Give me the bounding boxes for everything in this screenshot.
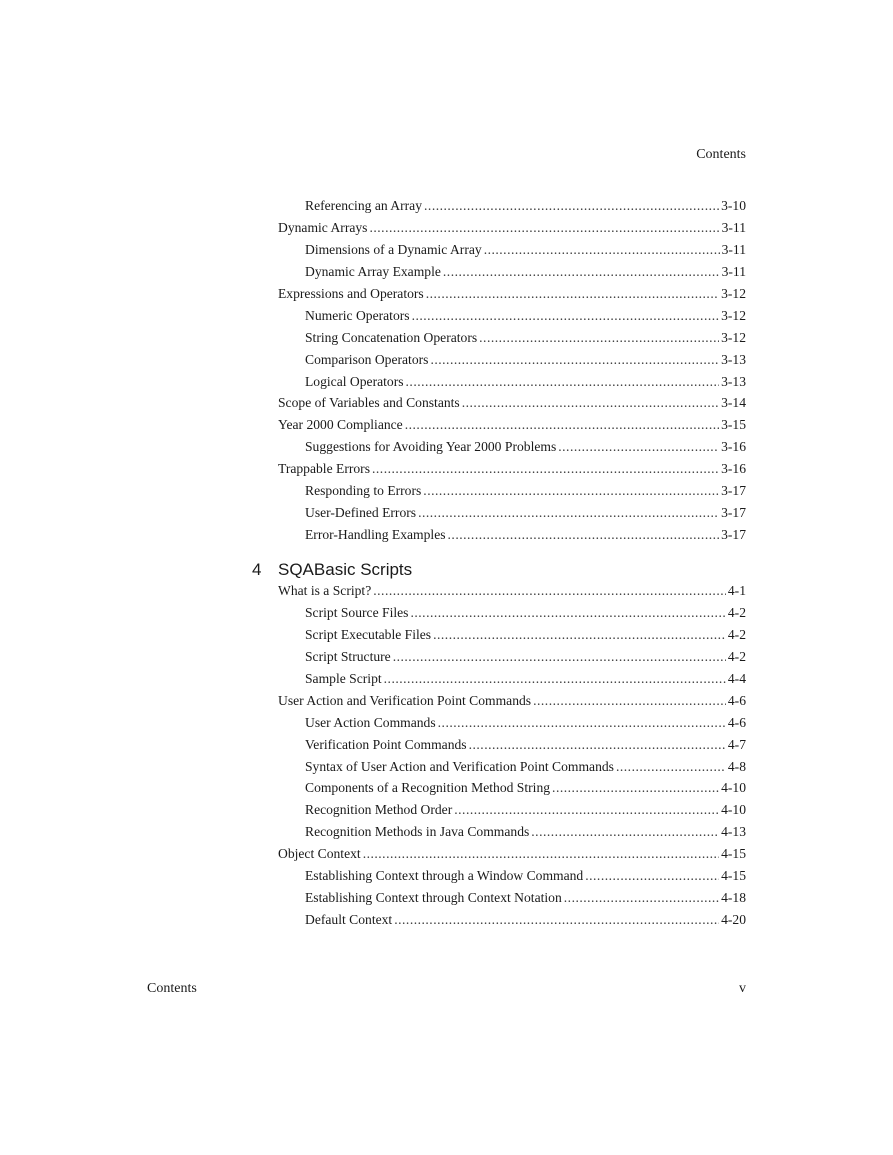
toc-entry-page: 4-6 [727, 692, 746, 708]
toc-entry-title: Responding to Errors [305, 483, 422, 499]
toc-entry[interactable] [278, 461, 746, 483]
toc-entry-title: Trappable Errors [278, 461, 370, 477]
chapter-number: 4 [252, 560, 262, 579]
toc-entry-title: Script Source Files [305, 604, 409, 620]
toc-entry-title: User Action and Verification Point Commands [278, 692, 532, 708]
dot-leader [372, 461, 719, 477]
toc-entry[interactable] [278, 417, 746, 439]
toc-entry-page: 4-10 [721, 780, 746, 796]
toc-entry[interactable] [278, 308, 746, 330]
dot-leader [369, 220, 719, 236]
toc-entry-page: 3-12 [721, 307, 746, 323]
toc-entry-page: 4-13 [721, 824, 746, 840]
toc-entry-title: Recognition Method Order [305, 802, 453, 818]
toc-entry-page: 3-10 [721, 198, 746, 213]
dot-leader [585, 868, 719, 884]
toc-entry-page: 4-18 [721, 890, 746, 906]
dot-leader [443, 264, 720, 280]
toc-entry-page: 3-13 [721, 351, 746, 367]
toc-entry-page: 4-6 [727, 714, 746, 730]
toc-entry-title: User Action Commands [305, 714, 436, 730]
toc-entry-title: Numeric Operators [305, 307, 410, 323]
chapter-title: SQABasic Scripts [278, 560, 413, 579]
toc-entry[interactable] [278, 439, 746, 461]
toc-entry[interactable] [278, 505, 746, 527]
toc-entry-title: Object Context [278, 846, 361, 862]
dot-leader [412, 308, 720, 324]
dot-leader [533, 693, 726, 709]
toc-entry-title: Dynamic Arrays [278, 219, 368, 235]
toc-entry-title: Expressions and Operators [278, 285, 424, 301]
toc-entry-page: 4-2 [727, 648, 746, 664]
toc-entry-page: 4-1 [727, 583, 746, 598]
toc-entry-title: Script Structure [305, 648, 391, 664]
dot-leader [564, 890, 719, 906]
toc-entry-page: 4-8 [727, 758, 746, 774]
toc-entry-title: What is a Script? [278, 583, 372, 598]
toc-entry-page: 4-15 [721, 846, 746, 862]
toc-entry-page: 3-13 [721, 373, 746, 389]
toc-entry[interactable] [278, 912, 746, 934]
toc-entry-title: String Concatenation Operators [305, 329, 478, 345]
footer-section-title: Contents [147, 981, 197, 996]
toc-entry-title: Sample Script [305, 670, 382, 686]
dot-leader [405, 417, 719, 433]
dot-leader [433, 627, 726, 643]
toc-entry-title: Default Context [305, 912, 393, 928]
toc-entry-page: 4-10 [721, 802, 746, 818]
toc-entry[interactable] [278, 802, 746, 824]
toc-entry-title: Recognition Methods in Java Commands [305, 824, 530, 840]
toc-entry-page: 3-11 [721, 219, 746, 235]
toc-entry-title: Suggestions for Avoiding Year 2000 Problems [305, 439, 557, 455]
toc-entry-page: 3-17 [721, 483, 746, 499]
toc-entry-page: 4-2 [727, 626, 746, 642]
running-header: Contents [696, 147, 746, 162]
toc-entry[interactable] [278, 890, 746, 912]
toc-entry[interactable] [278, 242, 746, 264]
toc-entry-title: Comparison Operators [305, 351, 429, 367]
dot-leader [430, 352, 719, 368]
toc-entry[interactable] [278, 330, 746, 352]
dot-leader [448, 527, 720, 543]
toc-entry[interactable] [278, 583, 746, 605]
toc-entry-page: 3-17 [721, 527, 746, 543]
toc-entry-title: Establishing Context through Context Notation [305, 890, 562, 906]
toc-entry-page: 3-12 [721, 285, 746, 301]
dot-leader [558, 439, 719, 455]
dot-leader [373, 583, 726, 599]
dot-leader [418, 505, 719, 521]
dot-leader [531, 824, 719, 840]
toc-entry[interactable] [278, 605, 746, 627]
dot-leader [462, 395, 719, 411]
dot-leader [384, 671, 726, 687]
dot-leader [393, 649, 726, 665]
toc-entry[interactable] [278, 759, 746, 781]
toc-entry-title: Syntax of User Action and Verification Point Commands [305, 758, 614, 774]
toc-entry[interactable] [278, 483, 746, 505]
toc-entry[interactable] [278, 649, 746, 671]
toc-entry-page: 3-17 [721, 505, 746, 521]
toc-entry-page: 3-12 [721, 329, 746, 345]
toc-entry[interactable] [278, 198, 746, 220]
toc-entry-page: 3-16 [721, 439, 746, 455]
toc-entry[interactable] [278, 286, 746, 308]
toc-entry-title: Components of a Recognition Method String [305, 780, 551, 796]
toc-entry[interactable] [278, 671, 746, 693]
toc-entry-page: 4-15 [721, 868, 746, 884]
toc-entry-page: 3-11 [721, 241, 746, 257]
toc-entry[interactable] [278, 780, 746, 802]
toc-entry-page: 4-4 [727, 670, 746, 686]
toc-entry[interactable] [278, 868, 746, 890]
toc-entry-title: Verification Point Commands [305, 736, 467, 752]
dot-leader [616, 759, 726, 775]
dot-leader [426, 286, 719, 302]
toc-entry[interactable] [278, 352, 746, 374]
toc-entry-page: 3-15 [721, 417, 746, 433]
toc-entry[interactable] [278, 693, 746, 715]
chapter-heading[interactable] [252, 549, 746, 583]
dot-leader [438, 715, 726, 731]
dot-leader [424, 198, 719, 214]
dot-leader [484, 242, 720, 258]
dot-leader [423, 483, 719, 499]
toc-entry-title: Logical Operators [305, 373, 404, 389]
toc-entry-page: 4-7 [727, 736, 746, 752]
dot-leader [469, 737, 726, 753]
toc-entry-title: Dimensions of a Dynamic Array [305, 241, 482, 257]
toc-entry[interactable] [278, 846, 746, 868]
toc-entry[interactable] [278, 220, 746, 242]
toc-entry[interactable] [278, 824, 746, 846]
toc-entry-title: Script Executable Files [305, 626, 432, 642]
table-of-contents [252, 198, 746, 934]
toc-entry-page: 3-16 [721, 461, 746, 477]
toc-entry[interactable] [278, 737, 746, 759]
toc-entry-title: User-Defined Errors [305, 505, 417, 521]
dot-leader [454, 802, 719, 818]
toc-entry-page: 3-14 [721, 395, 746, 411]
dot-leader [479, 330, 719, 346]
toc-entry[interactable] [278, 264, 746, 286]
toc-entry-page: 3-11 [721, 263, 746, 279]
dot-leader [406, 374, 720, 390]
dot-leader [552, 780, 719, 796]
toc-entry[interactable] [278, 395, 746, 417]
dot-leader [410, 605, 725, 621]
dot-leader [363, 846, 719, 862]
dot-leader [394, 912, 719, 928]
toc-entry-title: Establishing Context through a Window Command [305, 868, 584, 884]
toc-entry-title: Scope of Variables and Constants [278, 395, 460, 411]
toc-entry[interactable] [278, 715, 746, 737]
toc-entry-title: Error-Handling Examples [305, 527, 446, 543]
toc-entry[interactable] [278, 374, 746, 396]
toc-entry-page: 4-2 [727, 604, 746, 620]
footer-page-number: v [739, 981, 746, 996]
toc-entry-title: Year 2000 Compliance [278, 417, 403, 433]
toc-entry-title: Referencing an Array [305, 198, 423, 213]
toc-entry[interactable] [278, 627, 746, 649]
toc-entry-page: 4-20 [721, 912, 746, 928]
toc-entry-title: Dynamic Array Example [305, 263, 441, 279]
toc-entry[interactable] [278, 527, 746, 549]
